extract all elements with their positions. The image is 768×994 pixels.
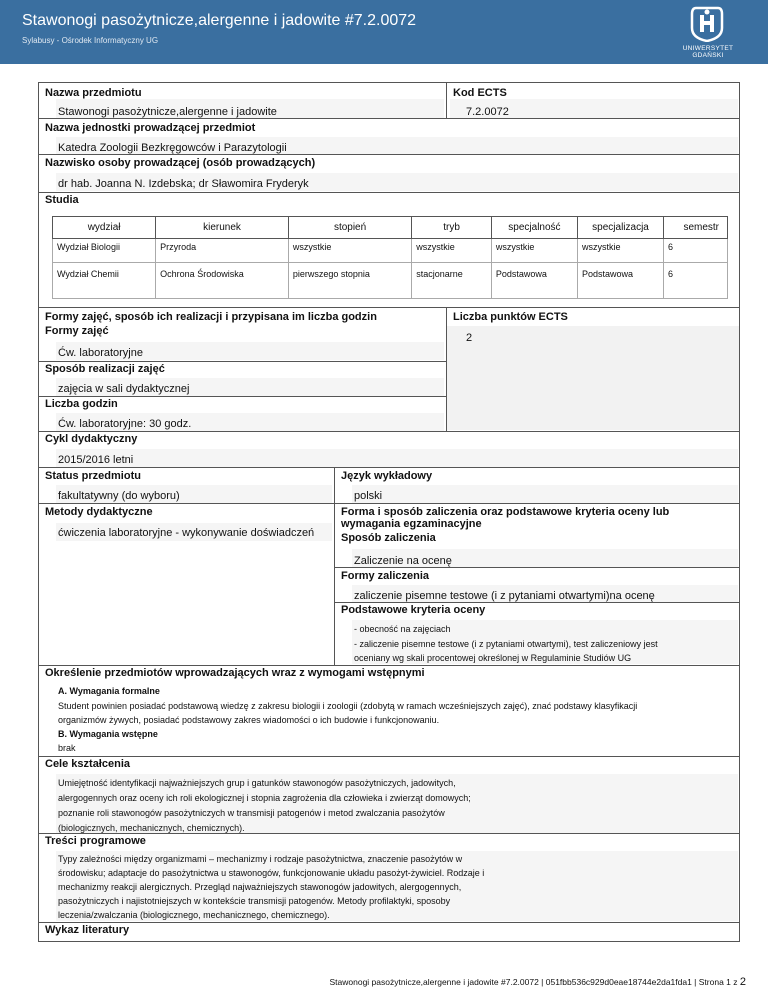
- page-footer: [329, 976, 746, 988]
- divider: [38, 503, 740, 504]
- unit-label: Nazwa jednostki prowadzącej przedmiot: [45, 122, 256, 134]
- criteria-line: - zaliczenie pisemne testowe (i z pytaniami otwartymi), test zaliczeniowy jest: [354, 639, 658, 649]
- subject-name: Stawonogi pasożytnicze,alergenne i jadowite: [58, 106, 277, 118]
- divider: [38, 922, 740, 923]
- column-header: tryb: [412, 217, 492, 239]
- divider: [334, 467, 335, 665]
- table-cell: 6: [664, 263, 728, 299]
- goals-line: poznanie roli stawonogów pasożytniczych w transmisji patogenów i metod zwalczania pasożytów: [58, 808, 445, 818]
- formal-requirements-line: Student powinien posiadać podstawową wiedzę z zakresu biologii i zoologii (zdobytą w ramach wcześniejszych zajęć), znać podstawy klasyfikacji: [58, 701, 638, 711]
- document-subtitle: Sylabusy - Ośrodek Informatyczny UG: [22, 36, 159, 45]
- method-value: zajęcia w sali dydaktycznej: [58, 383, 190, 395]
- program-line: pasożytniczych i najistotniejszych w kontekście transmisji patogenów. Metody profilaktyki, sposoby: [58, 896, 451, 906]
- program-line: mechanizmy reakcji alergicznych. Przegląd najważniejszych stawonogów jadowitych, alergogennych,: [58, 882, 462, 892]
- table-cell: wszystkie: [491, 239, 577, 263]
- table-row: [53, 263, 728, 299]
- program-line: leczenia/zwalczania (biologicznego, mechanicznego, chemicznego).: [58, 910, 330, 920]
- divider: [334, 602, 740, 603]
- subject-name-label: Nazwa przedmiotu: [45, 87, 142, 99]
- divider: [446, 82, 447, 118]
- column-header: semestr: [664, 217, 728, 239]
- table-cell: wszystkie: [288, 239, 411, 263]
- table-cell: stacjonarne: [412, 263, 492, 299]
- divider: [38, 154, 740, 155]
- divider: [38, 833, 740, 834]
- column-header: stopień: [288, 217, 411, 239]
- literature-label: Wykaz literatury: [45, 924, 130, 936]
- hours-value: Ćw. laboratoryjne: 30 godz.: [58, 418, 192, 430]
- program-label: Treści programowe: [45, 835, 146, 847]
- criteria-line: oceniany wg skali procentowej określonej w Regulaminie Studiów UG: [354, 653, 632, 663]
- method-label: Sposób realizacji zajęć: [45, 363, 165, 375]
- formal-requirements-label: A. Wymagania formalne: [58, 686, 160, 696]
- language-value: polski: [354, 490, 383, 502]
- footer-text: Stawonogi pasożytnicze,alergenne i jadowite #7.2.0072 | 051fbb536c929d0eae18744e2da1fda1 | Strona 1 z: [329, 977, 738, 987]
- teacher-label: Nazwisko osoby prowadzącej (osób prowadzących): [45, 157, 316, 169]
- table-header-row: [53, 217, 728, 239]
- status-label: Status przedmiotu: [45, 470, 141, 482]
- table-cell: Wydział Chemii: [53, 263, 156, 299]
- forms-value: Ćw. laboratoryjne: [58, 347, 143, 359]
- column-header: kierunek: [156, 217, 289, 239]
- assessment-forms-value: zaliczenie pisemne testowe (i z pytaniami otwartymi)na ocenę: [354, 590, 655, 602]
- ects-points-value: 2: [466, 332, 473, 344]
- page-total: 2: [739, 976, 746, 988]
- divider: [446, 307, 447, 431]
- assessment-way-label: Sposób zaliczenia: [341, 532, 436, 544]
- methods-value: ćwiczenia laboratoryjne - wykonywanie doświadczeń: [58, 527, 315, 539]
- cycle-band: [56, 449, 738, 467]
- formal-requirements-line: organizmów żywych, posiadać podstawowy zakres wiadomości o ich budowie i funkcjonowaniu.: [58, 715, 440, 725]
- column-header: specjalizacja: [577, 217, 663, 239]
- document-title: Stawonogi pasożytnicze,alergenne i jadowite #7.2.0072: [22, 12, 417, 29]
- initial-requirements-label: B. Wymagania wstępne: [58, 729, 158, 739]
- criteria-label: Podstawowe kryteria oceny: [341, 604, 486, 616]
- studies-table: [52, 216, 728, 299]
- divider: [38, 467, 740, 468]
- table-cell: pierwszego stopnia: [288, 263, 411, 299]
- assessment-forms-label: Formy zaliczenia: [341, 570, 430, 582]
- table-cell: Przyroda: [156, 239, 289, 263]
- divider: [38, 192, 740, 193]
- studies-label: Studia: [45, 194, 79, 206]
- forms-label: Formy zajęć, sposób ich realizacji i przypisana im liczba godzin: [45, 311, 377, 323]
- table-cell: Wydział Biologii: [53, 239, 156, 263]
- goals-label: Cele kształcenia: [45, 758, 130, 770]
- criteria-line: - obecność na zajęciach: [354, 624, 451, 634]
- table-cell: wszystkie: [412, 239, 492, 263]
- initial-requirements-value: brak: [58, 743, 76, 753]
- status-value: fakultatywny (do wyboru): [58, 490, 180, 502]
- assessment-label: Forma i sposób zaliczenia oraz podstawowe kryteria oceny lub wymagania egzaminacyjne: [341, 506, 670, 530]
- assessment-way-value: Zaliczenie na ocenę: [354, 555, 452, 567]
- teacher-value: dr hab. Joanna N. Izdebska; dr Sławomira Fryderyk: [58, 178, 309, 190]
- program-line: Typy zależności między organizmami – mechanizmy i rodzaje pasożytnictwa, znaczenie pasożytów w: [58, 854, 463, 864]
- ects-points-box: [447, 326, 739, 430]
- prerequisites-label: Określenie przedmiotów wprowadzających wraz z wymogami wstępnymi: [45, 667, 425, 679]
- table-cell: Podstawowa: [577, 263, 663, 299]
- column-header: specjalność: [491, 217, 577, 239]
- table-row: [53, 239, 728, 263]
- goals-line: (biologicznych, mechanicznych, chemicznych).: [58, 823, 245, 833]
- divider: [334, 567, 740, 568]
- table-cell: 6: [664, 239, 728, 263]
- table-cell: Ochrona Środowiska: [156, 263, 289, 299]
- methods-label: Metody dydaktyczne: [45, 506, 153, 518]
- language-band: [352, 485, 738, 503]
- forms-sub-label: Formy zajęć: [45, 325, 109, 337]
- table-cell: Podstawowa: [491, 263, 577, 299]
- divider: [38, 307, 740, 308]
- ects-points-label: Liczba punktów ECTS: [453, 311, 568, 323]
- goals-line: alergogennych oraz oceny ich roli ekologicznej i stopnia zagrożenia dla człowieka i zwierząt domowych;: [58, 793, 471, 803]
- divider: [38, 665, 740, 666]
- ects-code-label: Kod ECTS: [453, 87, 507, 99]
- divider: [38, 431, 740, 432]
- language-label: Język wykładowy: [341, 470, 433, 482]
- ects-code: 7.2.0072: [466, 106, 509, 118]
- university-name: UNIWERSYTET GDAŃSKI: [682, 45, 734, 59]
- hours-label: Liczba godzin: [45, 398, 118, 410]
- table-cell: wszystkie: [577, 239, 663, 263]
- divider: [38, 756, 740, 757]
- cycle-label: Cykl dydaktyczny: [45, 433, 138, 445]
- column-header: wydział: [53, 217, 156, 239]
- unit-value: Katedra Zoologii Bezkręgowców i Parazytologii: [58, 142, 287, 154]
- divider: [38, 118, 740, 119]
- divider: [38, 361, 446, 362]
- program-line: środowisku; adaptacje do pasożytnictwa u stawonogów, funkcjonowanie układu pasożyt-żywiciel. Rodzaje i: [58, 868, 485, 878]
- goals-line: Umiejętność identyfikacji najważniejszych grup i gatunków stawonogów pasożytniczych, jadowitych,: [58, 778, 456, 788]
- cycle-value: 2015/2016 letni: [58, 454, 134, 466]
- divider: [38, 396, 446, 397]
